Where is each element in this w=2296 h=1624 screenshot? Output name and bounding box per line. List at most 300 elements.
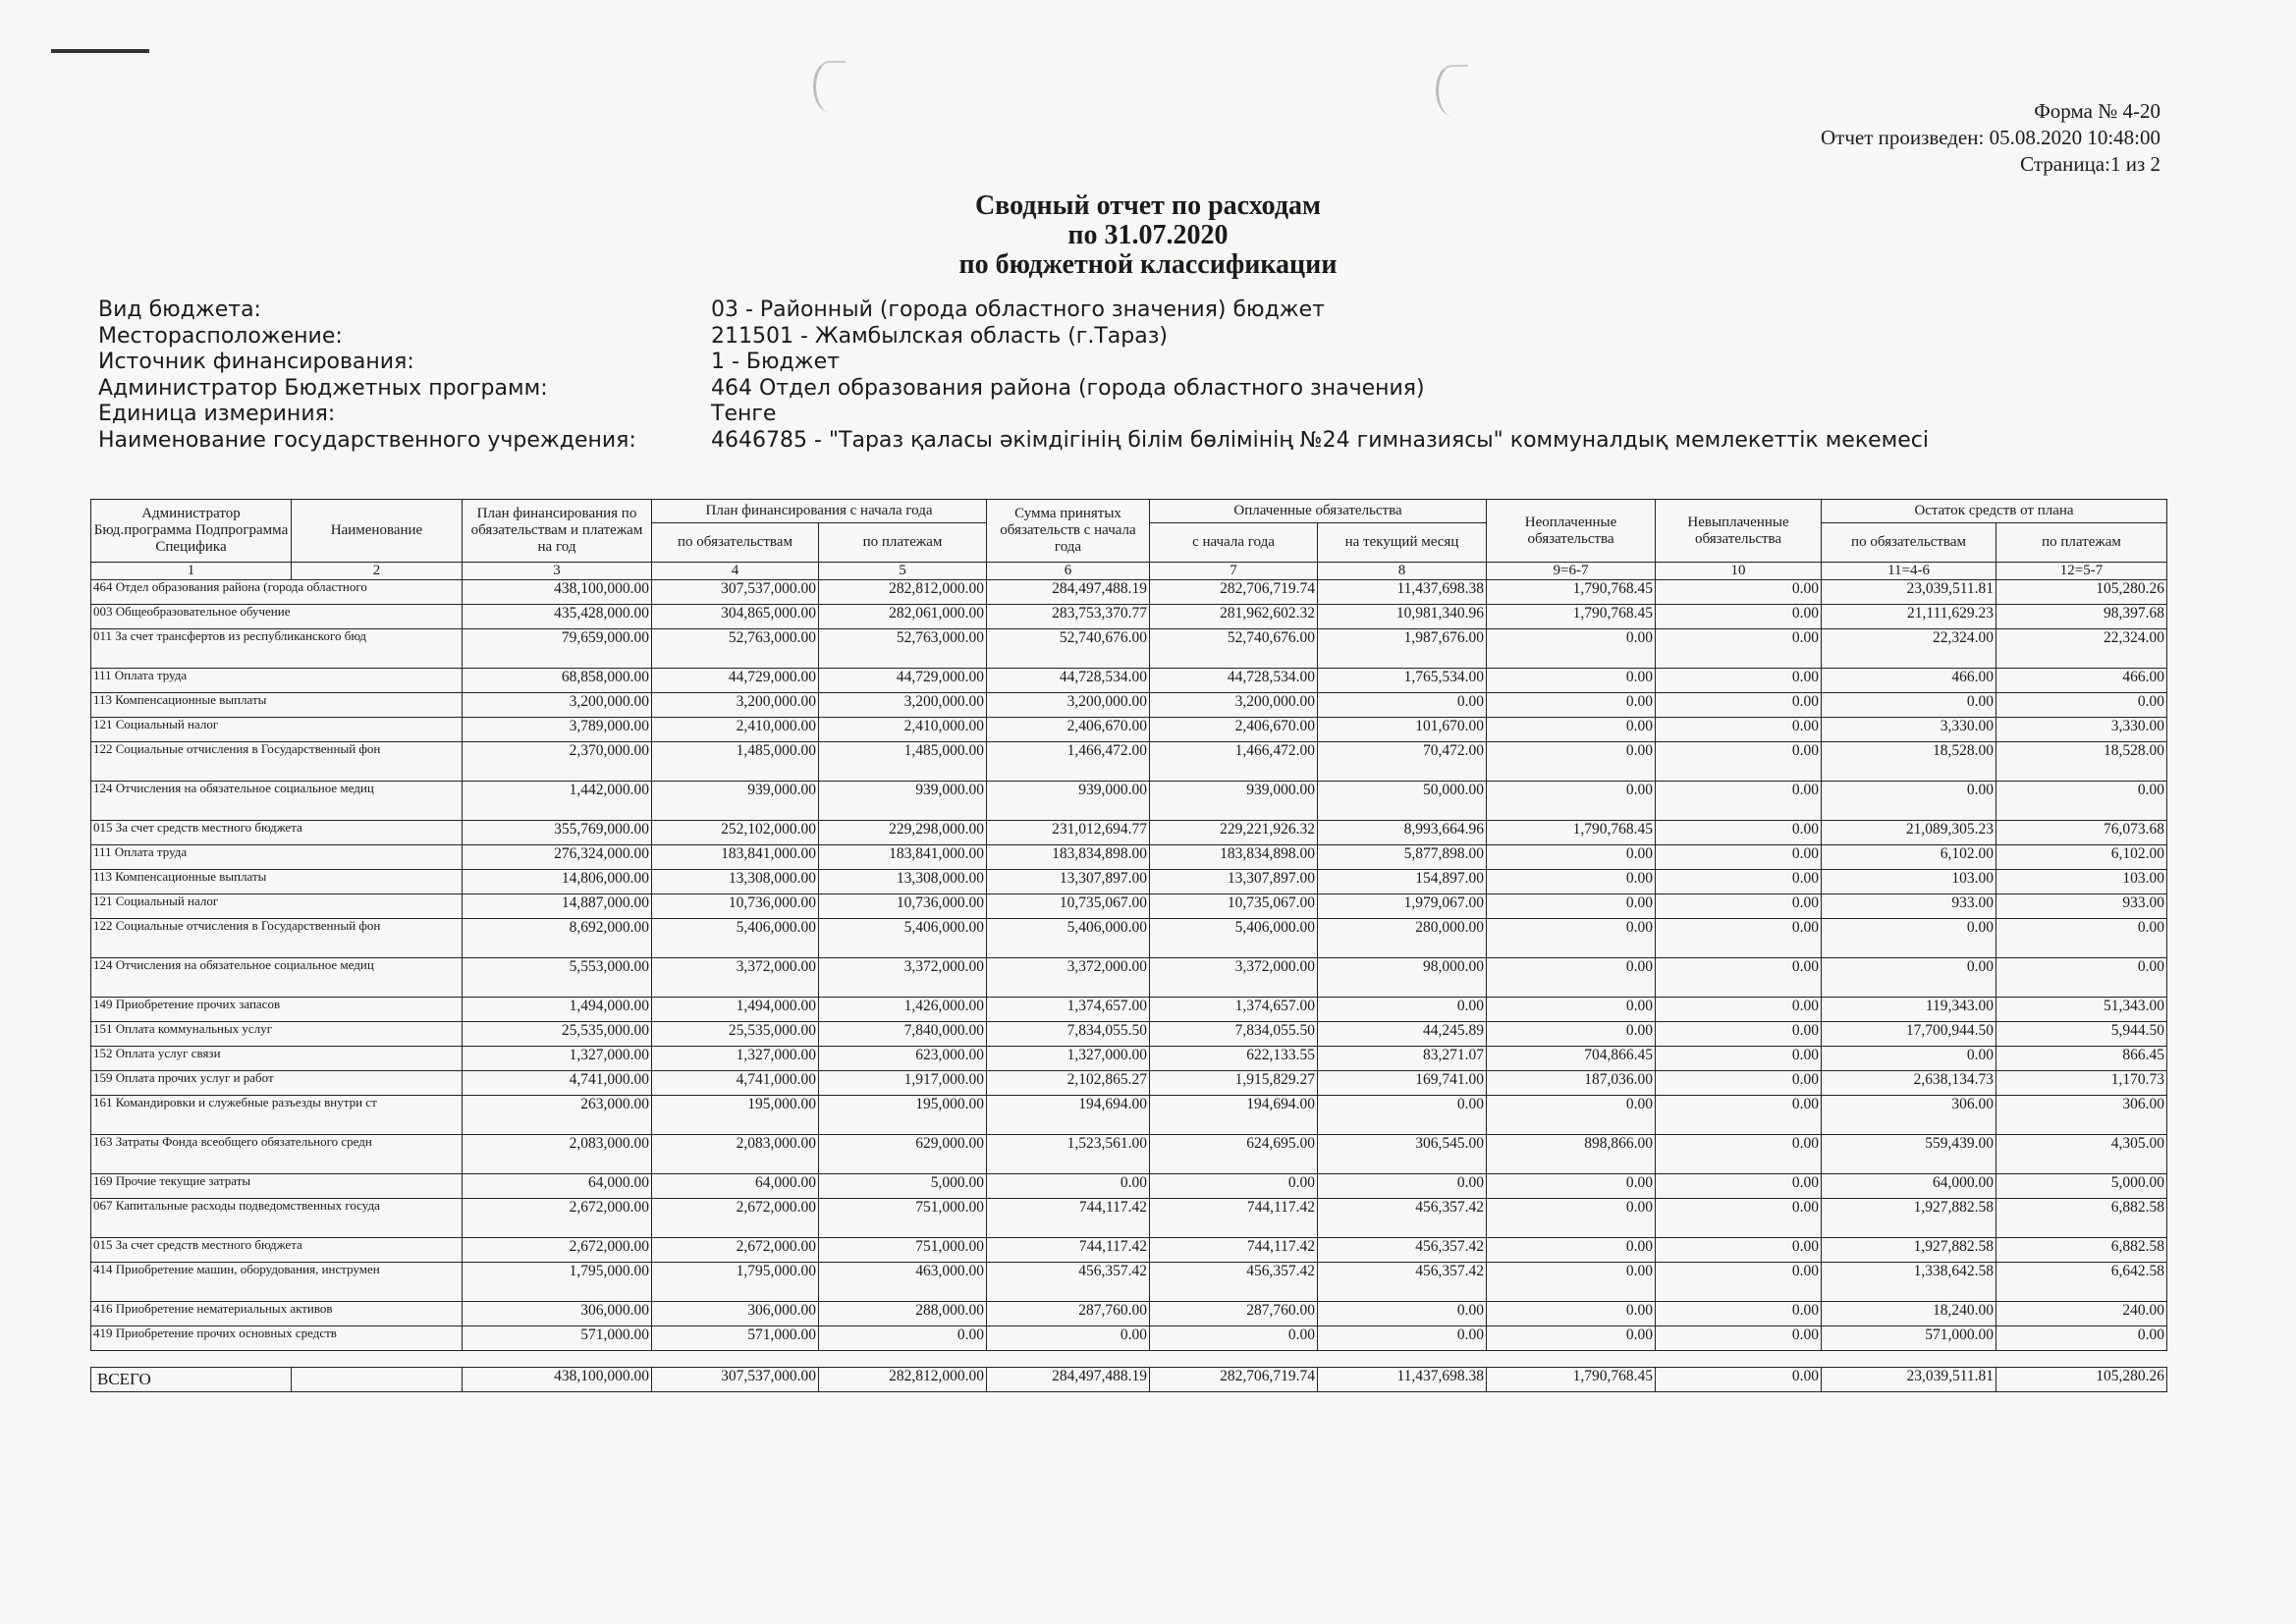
total-value-cell: 23,039,511.81 xyxy=(1822,1368,1996,1392)
row-value-cell: 0.00 xyxy=(1656,998,1822,1022)
row-value-cell: 0.00 xyxy=(1822,1047,1996,1071)
table-row xyxy=(91,580,2167,605)
row-name-cell: 161 Командировки и служебные разъезды внутри ст xyxy=(91,1096,463,1135)
row-value-cell: 2,410,000.00 xyxy=(819,718,987,742)
row-value-cell: 18,528.00 xyxy=(1822,742,1996,782)
row-value-cell: 456,357.42 xyxy=(1150,1263,1318,1302)
row-value-cell: 0.00 xyxy=(1318,693,1487,718)
row-value-cell: 5,406,000.00 xyxy=(652,919,819,958)
row-value-cell: 194,694.00 xyxy=(1150,1096,1318,1135)
row-value-cell: 23,039,511.81 xyxy=(1822,580,1996,605)
row-value-cell: 0.00 xyxy=(1656,1071,1822,1096)
row-value-cell: 1,494,000.00 xyxy=(652,998,819,1022)
row-value-cell: 1,927,882.58 xyxy=(1822,1199,1996,1238)
spacer-cell xyxy=(91,1351,2167,1368)
row-value-cell: 5,000.00 xyxy=(1996,1174,2167,1199)
info-label: Источник финансирования: xyxy=(98,350,414,374)
row-value-cell: 21,089,305.23 xyxy=(1822,821,1996,845)
row-value-cell: 83,271.07 xyxy=(1318,1047,1487,1071)
row-name-cell: 113 Компенсационные выплаты xyxy=(91,693,463,718)
row-value-cell: 76,073.68 xyxy=(1996,821,2167,845)
row-value-cell: 10,735,067.00 xyxy=(1150,894,1318,919)
header-plan-obligations: по обязательствам xyxy=(652,523,819,563)
row-value-cell: 3,372,000.00 xyxy=(1150,958,1318,998)
row-value-cell: 3,200,000.00 xyxy=(1150,693,1318,718)
row-value-cell: 4,741,000.00 xyxy=(652,1071,819,1096)
row-value-cell: 103.00 xyxy=(1996,870,2167,894)
row-value-cell: 1,170.73 xyxy=(1996,1071,2167,1096)
row-value-cell: 933.00 xyxy=(1822,894,1996,919)
row-value-cell: 0.00 xyxy=(1487,629,1656,669)
row-value-cell: 10,735,067.00 xyxy=(987,894,1150,919)
row-value-cell: 0.00 xyxy=(1656,821,1822,845)
row-value-cell: 622,133.55 xyxy=(1150,1047,1318,1071)
row-value-cell: 456,357.42 xyxy=(1318,1199,1487,1238)
table-row xyxy=(91,1071,2167,1096)
row-value-cell: 355,769,000.00 xyxy=(463,821,652,845)
row-value-cell: 306,545.00 xyxy=(1318,1135,1487,1174)
row-value-cell: 98,397.68 xyxy=(1996,605,2167,629)
row-value-cell: 282,061,000.00 xyxy=(819,605,987,629)
row-value-cell: 0.00 xyxy=(1656,1022,1822,1047)
punch-hole-mark xyxy=(1436,65,1468,116)
row-value-cell: 3,372,000.00 xyxy=(987,958,1150,998)
row-name-cell: 111 Оплата труда xyxy=(91,669,463,693)
row-value-cell: 0.00 xyxy=(1656,1135,1822,1174)
info-value: 211501 - Жамбылская область (г.Тараз) xyxy=(711,323,1168,349)
row-value-cell: 25,535,000.00 xyxy=(652,1022,819,1047)
row-value-cell: 629,000.00 xyxy=(819,1135,987,1174)
table-row xyxy=(91,782,2167,821)
row-value-cell: 2,672,000.00 xyxy=(652,1238,819,1263)
column-index-cell: 2 xyxy=(292,563,463,580)
header-name: Наименование xyxy=(292,500,463,563)
table-row xyxy=(91,605,2167,629)
header-paid-group: Оплаченные обязательства xyxy=(1150,500,1487,523)
row-value-cell: 5,877,898.00 xyxy=(1318,845,1487,870)
row-value-cell: 0.00 xyxy=(1318,1326,1487,1351)
header-plan-payments: по платежам xyxy=(819,523,987,563)
row-value-cell: 0.00 xyxy=(1487,718,1656,742)
row-value-cell: 306.00 xyxy=(1996,1096,2167,1135)
title-line-1: Сводный отчет по расходам xyxy=(974,190,1322,221)
row-value-cell: 0.00 xyxy=(1656,580,1822,605)
row-value-cell: 0.00 xyxy=(1656,919,1822,958)
row-value-cell: 8,692,000.00 xyxy=(463,919,652,958)
row-value-cell: 435,428,000.00 xyxy=(463,605,652,629)
row-value-cell: 64,000.00 xyxy=(463,1174,652,1199)
row-name-cell: 011 За счет трансфертов из республиканского бюд xyxy=(91,629,463,669)
row-value-cell: 456,357.42 xyxy=(1318,1263,1487,1302)
row-value-cell: 119,343.00 xyxy=(1822,998,1996,1022)
row-value-cell: 939,000.00 xyxy=(819,782,987,821)
row-name-cell: 159 Оплата прочих услуг и работ xyxy=(91,1071,463,1096)
total-value-cell: 1,790,768.45 xyxy=(1487,1368,1656,1392)
row-value-cell: 5,406,000.00 xyxy=(987,919,1150,958)
row-value-cell: 571,000.00 xyxy=(1822,1326,1996,1351)
info-row xyxy=(98,376,1929,403)
row-value-cell: 101,670.00 xyxy=(1318,718,1487,742)
table-row xyxy=(91,845,2167,870)
row-value-cell: 939,000.00 xyxy=(652,782,819,821)
row-name-cell: 015 За счет средств местного бюджета xyxy=(91,821,463,845)
row-value-cell: 229,221,926.32 xyxy=(1150,821,1318,845)
expense-report-table xyxy=(90,499,2167,1392)
row-value-cell: 6,102.00 xyxy=(1822,845,1996,870)
row-name-cell: 414 Приобретение машин, оборудования, инструмен xyxy=(91,1263,463,1302)
row-value-cell: 6,642.58 xyxy=(1996,1263,2167,1302)
row-value-cell: 14,887,000.00 xyxy=(463,894,652,919)
table-row xyxy=(91,1022,2167,1047)
table-row xyxy=(91,742,2167,782)
row-name-cell: 124 Отчисления на обязательное социальное медиц xyxy=(91,958,463,998)
row-value-cell: 6,882.58 xyxy=(1996,1199,2167,1238)
row-value-cell: 2,672,000.00 xyxy=(463,1238,652,1263)
row-value-cell: 183,834,898.00 xyxy=(1150,845,1318,870)
row-value-cell: 0.00 xyxy=(1656,870,1822,894)
row-value-cell: 10,736,000.00 xyxy=(819,894,987,919)
info-row xyxy=(98,298,1929,324)
total-value-cell: 307,537,000.00 xyxy=(652,1368,819,1392)
info-label: Единица измериния: xyxy=(98,402,336,426)
row-value-cell: 2,406,670.00 xyxy=(987,718,1150,742)
row-name-cell: 122 Социальные отчисления в Государственный фон xyxy=(91,742,463,782)
header-annual-plan: План финансирования по обязательствам и платежам на год xyxy=(463,500,652,563)
total-value-cell: 438,100,000.00 xyxy=(463,1368,652,1392)
row-value-cell: 44,728,534.00 xyxy=(987,669,1150,693)
table-row xyxy=(91,1199,2167,1238)
table-row xyxy=(91,1326,2167,1351)
row-value-cell: 306,000.00 xyxy=(463,1302,652,1326)
row-value-cell: 18,528.00 xyxy=(1996,742,2167,782)
row-value-cell: 751,000.00 xyxy=(819,1199,987,1238)
info-row xyxy=(98,350,1929,376)
row-value-cell: 183,841,000.00 xyxy=(819,845,987,870)
row-value-cell: 183,841,000.00 xyxy=(652,845,819,870)
row-value-cell: 0.00 xyxy=(1656,1174,1822,1199)
row-value-cell: 11,437,698.38 xyxy=(1318,580,1487,605)
row-value-cell: 0.00 xyxy=(1487,693,1656,718)
row-value-cell: 52,740,676.00 xyxy=(987,629,1150,669)
row-value-cell: 0.00 xyxy=(1996,919,2167,958)
row-value-cell: 183,834,898.00 xyxy=(987,845,1150,870)
row-value-cell: 52,763,000.00 xyxy=(819,629,987,669)
row-value-cell: 939,000.00 xyxy=(1150,782,1318,821)
row-name-cell: 464 Отдел образования района (города областного xyxy=(91,580,463,605)
row-value-cell: 103.00 xyxy=(1822,870,1996,894)
row-value-cell: 0.00 xyxy=(1487,1238,1656,1263)
header-paid-ytd: с начала года xyxy=(1150,523,1318,563)
row-value-cell: 44,729,000.00 xyxy=(652,669,819,693)
total-row xyxy=(91,1368,2167,1392)
row-value-cell: 0.00 xyxy=(1487,845,1656,870)
row-value-cell: 284,497,488.19 xyxy=(987,580,1150,605)
row-value-cell: 744,117.42 xyxy=(1150,1238,1318,1263)
info-label: Месторасположение: xyxy=(98,323,343,349)
row-value-cell: 1,374,657.00 xyxy=(987,998,1150,1022)
table-row xyxy=(91,1238,2167,1263)
row-value-cell: 1,790,768.45 xyxy=(1487,821,1656,845)
row-value-cell: 3,789,000.00 xyxy=(463,718,652,742)
table-row xyxy=(91,870,2167,894)
row-value-cell: 10,736,000.00 xyxy=(652,894,819,919)
row-value-cell: 13,308,000.00 xyxy=(819,870,987,894)
row-value-cell: 866.45 xyxy=(1996,1047,2167,1071)
table-row xyxy=(91,718,2167,742)
row-value-cell: 6,102.00 xyxy=(1996,845,2167,870)
row-value-cell: 70,472.00 xyxy=(1318,742,1487,782)
row-value-cell: 50,000.00 xyxy=(1318,782,1487,821)
row-value-cell: 169,741.00 xyxy=(1318,1071,1487,1096)
report-meta xyxy=(1821,98,2160,178)
row-value-cell: 939,000.00 xyxy=(987,782,1150,821)
row-value-cell: 704,866.45 xyxy=(1487,1047,1656,1071)
row-value-cell: 0.00 xyxy=(1487,669,1656,693)
row-value-cell: 7,834,055.50 xyxy=(987,1022,1150,1047)
row-name-cell: 169 Прочие текущие затраты xyxy=(91,1174,463,1199)
row-value-cell: 5,000.00 xyxy=(819,1174,987,1199)
row-value-cell: 64,000.00 xyxy=(652,1174,819,1199)
row-value-cell: 64,000.00 xyxy=(1822,1174,1996,1199)
row-value-cell: 13,308,000.00 xyxy=(652,870,819,894)
info-value: 464 Отдел образования района (города областного значения) xyxy=(711,375,1425,401)
table-row xyxy=(91,1047,2167,1071)
row-value-cell: 0.00 xyxy=(819,1326,987,1351)
row-value-cell: 306,000.00 xyxy=(652,1302,819,1326)
row-value-cell: 304,865,000.00 xyxy=(652,605,819,629)
info-row xyxy=(98,324,1929,351)
row-value-cell: 1,426,000.00 xyxy=(819,998,987,1022)
total-label-cell: ВСЕГО xyxy=(91,1368,292,1392)
row-value-cell: 1,485,000.00 xyxy=(652,742,819,782)
column-index-row xyxy=(91,563,2167,580)
row-value-cell: 466.00 xyxy=(1996,669,2167,693)
row-value-cell: 7,834,055.50 xyxy=(1150,1022,1318,1047)
total-value-cell: 284,497,488.19 xyxy=(987,1368,1150,1392)
row-value-cell: 0.00 xyxy=(1656,669,1822,693)
row-value-cell: 559,439.00 xyxy=(1822,1135,1996,1174)
row-value-cell: 2,083,000.00 xyxy=(463,1135,652,1174)
row-value-cell: 571,000.00 xyxy=(463,1326,652,1351)
row-value-cell: 0.00 xyxy=(1656,693,1822,718)
table-row xyxy=(91,894,2167,919)
row-value-cell: 231,012,694.77 xyxy=(987,821,1150,845)
row-value-cell: 280,000.00 xyxy=(1318,919,1487,958)
column-index-cell: 7 xyxy=(1150,563,1318,580)
row-value-cell: 2,672,000.00 xyxy=(652,1199,819,1238)
title-line-3: по бюджетной классификации xyxy=(958,249,1338,280)
row-value-cell: 154,897.00 xyxy=(1318,870,1487,894)
row-value-cell: 287,760.00 xyxy=(987,1302,1150,1326)
column-index-cell: 10 xyxy=(1656,563,1822,580)
total-empty-cell xyxy=(292,1368,463,1392)
column-index-cell: 6 xyxy=(987,563,1150,580)
row-value-cell: 0.00 xyxy=(1656,1302,1822,1326)
row-value-cell: 1,466,472.00 xyxy=(1150,742,1318,782)
row-value-cell: 282,706,719.74 xyxy=(1150,580,1318,605)
row-value-cell: 1,442,000.00 xyxy=(463,782,652,821)
row-name-cell: 416 Приобретение нематериальных активов xyxy=(91,1302,463,1326)
row-value-cell: 1,338,642.58 xyxy=(1822,1263,1996,1302)
row-value-cell: 5,406,000.00 xyxy=(1150,919,1318,958)
row-value-cell: 5,553,000.00 xyxy=(463,958,652,998)
row-value-cell: 456,357.42 xyxy=(1318,1238,1487,1263)
row-value-cell: 3,330.00 xyxy=(1822,718,1996,742)
row-value-cell: 438,100,000.00 xyxy=(463,580,652,605)
row-value-cell: 195,000.00 xyxy=(819,1096,987,1135)
column-index-cell: 11=4-6 xyxy=(1822,563,1996,580)
row-value-cell: 1,494,000.00 xyxy=(463,998,652,1022)
info-label: Наименование государственного учреждения: xyxy=(98,427,636,453)
row-name-cell: 003 Общеобразовательное обучение xyxy=(91,605,463,629)
row-value-cell: 194,694.00 xyxy=(987,1096,1150,1135)
spacer-row xyxy=(91,1351,2167,1368)
row-value-cell: 1,795,000.00 xyxy=(652,1263,819,1302)
row-value-cell: 0.00 xyxy=(1656,718,1822,742)
row-value-cell: 0.00 xyxy=(1996,1326,2167,1351)
row-value-cell: 744,117.42 xyxy=(987,1199,1150,1238)
total-value-cell: 0.00 xyxy=(1656,1368,1822,1392)
row-value-cell: 0.00 xyxy=(1150,1174,1318,1199)
row-value-cell: 0.00 xyxy=(1656,845,1822,870)
column-index-cell: 9=6-7 xyxy=(1487,563,1656,580)
column-index-cell: 4 xyxy=(652,563,819,580)
row-value-cell: 0.00 xyxy=(1656,958,1822,998)
row-value-cell: 0.00 xyxy=(1656,894,1822,919)
column-index-cell: 1 xyxy=(91,563,292,580)
row-value-cell: 933.00 xyxy=(1996,894,2167,919)
row-value-cell: 0.00 xyxy=(1656,605,1822,629)
row-value-cell: 1,917,000.00 xyxy=(819,1071,987,1096)
row-value-cell: 5,406,000.00 xyxy=(819,919,987,958)
row-value-cell: 3,330.00 xyxy=(1996,718,2167,742)
row-value-cell: 2,410,000.00 xyxy=(652,718,819,742)
row-value-cell: 0.00 xyxy=(1656,1326,1822,1351)
row-value-cell: 1,327,000.00 xyxy=(652,1047,819,1071)
row-value-cell: 0.00 xyxy=(1656,782,1822,821)
row-value-cell: 2,638,134.73 xyxy=(1822,1071,1996,1096)
row-value-cell: 283,753,370.77 xyxy=(987,605,1150,629)
row-value-cell: 7,840,000.00 xyxy=(819,1022,987,1047)
row-value-cell: 13,307,897.00 xyxy=(1150,870,1318,894)
row-name-cell: 067 Капитальные расходы подведомственных госуда xyxy=(91,1199,463,1238)
header-balance-group: Остаток средств от плана xyxy=(1822,500,2167,523)
row-value-cell: 0.00 xyxy=(1487,870,1656,894)
row-name-cell: 149 Приобретение прочих запасов xyxy=(91,998,463,1022)
row-value-cell: 25,535,000.00 xyxy=(463,1022,652,1047)
row-value-cell: 0.00 xyxy=(1822,919,1996,958)
total-value-cell: 282,706,719.74 xyxy=(1150,1368,1318,1392)
header-code: Администратор Бюд.программа Подпрограмма Специфика xyxy=(91,500,292,563)
info-value: 03 - Районный (города областного значения) бюджет xyxy=(711,298,1325,322)
row-value-cell: 0.00 xyxy=(1318,998,1487,1022)
row-value-cell: 307,537,000.00 xyxy=(652,580,819,605)
row-value-cell: 5,944.50 xyxy=(1996,1022,2167,1047)
row-value-cell: 3,372,000.00 xyxy=(819,958,987,998)
info-label: Администратор Бюджетных программ: xyxy=(98,375,548,401)
row-value-cell: 0.00 xyxy=(1996,782,2167,821)
row-value-cell: 276,324,000.00 xyxy=(463,845,652,870)
row-value-cell: 0.00 xyxy=(1822,782,1996,821)
row-value-cell: 263,000.00 xyxy=(463,1096,652,1135)
row-value-cell: 0.00 xyxy=(1656,1047,1822,1071)
info-label: Вид бюджета: xyxy=(98,298,261,322)
row-value-cell: 0.00 xyxy=(1487,1263,1656,1302)
row-value-cell: 4,305.00 xyxy=(1996,1135,2167,1174)
info-row xyxy=(98,428,1929,455)
row-value-cell: 0.00 xyxy=(1996,958,2167,998)
row-value-cell: 79,659,000.00 xyxy=(463,629,652,669)
row-name-cell: 163 Затраты Фонда всеобщего обязательного средн xyxy=(91,1135,463,1174)
row-value-cell: 0.00 xyxy=(1656,742,1822,782)
row-name-cell: 121 Социальный налог xyxy=(91,718,463,742)
row-value-cell: 0.00 xyxy=(1656,1096,1822,1135)
row-value-cell: 281,962,602.32 xyxy=(1150,605,1318,629)
row-value-cell: 282,812,000.00 xyxy=(819,580,987,605)
row-value-cell: 2,370,000.00 xyxy=(463,742,652,782)
row-name-cell: 015 За счет средств местного бюджета xyxy=(91,1238,463,1263)
row-value-cell: 624,695.00 xyxy=(1150,1135,1318,1174)
row-value-cell: 744,117.42 xyxy=(987,1238,1150,1263)
row-value-cell: 0.00 xyxy=(1487,1199,1656,1238)
row-value-cell: 1,790,768.45 xyxy=(1487,580,1656,605)
row-value-cell: 3,200,000.00 xyxy=(819,693,987,718)
row-name-cell: 121 Социальный налог xyxy=(91,894,463,919)
form-number: Форма № 4-20 xyxy=(2034,99,2160,123)
row-value-cell: 0.00 xyxy=(1656,1238,1822,1263)
row-value-cell: 0.00 xyxy=(1822,958,1996,998)
total-value-cell: 282,812,000.00 xyxy=(819,1368,987,1392)
table-row xyxy=(91,693,2167,718)
row-name-cell: 111 Оплата труда xyxy=(91,845,463,870)
row-name-cell: 151 Оплата коммунальных услуг xyxy=(91,1022,463,1047)
report-title xyxy=(0,191,2296,280)
row-value-cell: 18,240.00 xyxy=(1822,1302,1996,1326)
row-value-cell: 3,200,000.00 xyxy=(987,693,1150,718)
header-balance-obligations: по обязательствам xyxy=(1822,523,1996,563)
header-unpaid-obligations: Неоплаченные обязательства xyxy=(1487,500,1656,563)
header-accepted-obligations: Сумма принятых обязательств с начала года xyxy=(987,500,1150,563)
row-value-cell: 17,700,944.50 xyxy=(1822,1022,1996,1047)
row-name-cell: 124 Отчисления на обязательное социальное медиц xyxy=(91,782,463,821)
row-value-cell: 3,372,000.00 xyxy=(652,958,819,998)
page-number: Страница:1 из 2 xyxy=(2020,152,2160,176)
row-value-cell: 4,741,000.00 xyxy=(463,1071,652,1096)
row-value-cell: 2,102,865.27 xyxy=(987,1071,1150,1096)
row-value-cell: 1,485,000.00 xyxy=(819,742,987,782)
row-value-cell: 52,740,676.00 xyxy=(1150,629,1318,669)
row-value-cell: 571,000.00 xyxy=(652,1326,819,1351)
row-value-cell: 0.00 xyxy=(1487,1302,1656,1326)
row-value-cell: 13,307,897.00 xyxy=(987,870,1150,894)
row-value-cell: 22,324.00 xyxy=(1996,629,2167,669)
row-value-cell: 3,200,000.00 xyxy=(463,693,652,718)
total-value-cell: 11,437,698.38 xyxy=(1318,1368,1487,1392)
row-name-cell: 122 Социальные отчисления в Государственный фон xyxy=(91,919,463,958)
row-value-cell: 744,117.42 xyxy=(1150,1199,1318,1238)
table-row xyxy=(91,1174,2167,1199)
report-info-block xyxy=(98,298,1929,454)
row-value-cell: 98,000.00 xyxy=(1318,958,1487,998)
row-value-cell: 252,102,000.00 xyxy=(652,821,819,845)
row-value-cell: 287,760.00 xyxy=(1150,1302,1318,1326)
row-value-cell: 898,866.00 xyxy=(1487,1135,1656,1174)
row-value-cell: 14,806,000.00 xyxy=(463,870,652,894)
row-value-cell: 105,280.26 xyxy=(1996,580,2167,605)
header-balance-payments: по платежам xyxy=(1996,523,2167,563)
row-value-cell: 0.00 xyxy=(1487,1174,1656,1199)
row-value-cell: 0.00 xyxy=(1487,998,1656,1022)
